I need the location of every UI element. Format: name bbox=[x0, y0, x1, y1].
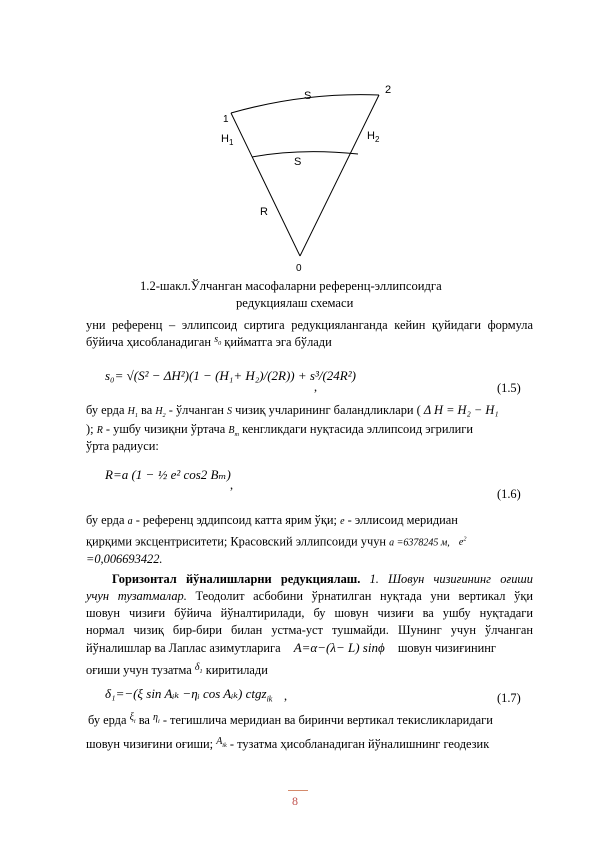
label-s-mid: S bbox=[294, 156, 302, 168]
paragraph-4-line3: шовун чизиғи бўйича йўналтирилади, бу шовун чизиғи ва ушбу нуқтадаги bbox=[86, 606, 533, 620]
footer-rule bbox=[288, 790, 308, 791]
paragraph-3-line3: =0,006693422. bbox=[86, 552, 163, 566]
label-point-2: 2 bbox=[385, 84, 392, 96]
figure-caption-line1: 1.2-шакл.Ўлчанган масофаларни референц-эллипсоидга bbox=[140, 279, 442, 293]
equation-1-5-number: (1.5) bbox=[497, 381, 521, 395]
label-o: 0 bbox=[296, 263, 302, 274]
label-h1: $H_1$ bbox=[221, 133, 234, 147]
paragraph-2-line2: ); R - ушбу чизиқни ўртача $B_m$ кенгликдаги нуқтасида эллипсоид эгрилиги bbox=[86, 422, 473, 438]
equation-1-6-comma: , bbox=[230, 478, 234, 492]
equation-1-6-number: (1.6) bbox=[497, 487, 521, 501]
paragraph-5-line2: шовун чизиғини оғиши; $^{A_{ik}}$ - тузатма ҳисобланадиган йўналишнинг геодезик bbox=[86, 736, 490, 751]
paragraph-3-line1: бу ерда a - референц эддипсоид катта ярим ўқи; e - эллисоид меридиан bbox=[86, 513, 458, 527]
equation-1-5-comma: , bbox=[314, 380, 318, 394]
paragraph-1-line1: уни референц – эллипсоид сиртига редукцияланганда кейин қуйидаги формула bbox=[86, 318, 533, 332]
reduction-scheme-diagram bbox=[205, 70, 405, 280]
paragraph-2-line1: бу ерда $H_1$ ва $H_2$ - ўлчанган S чизиқ учларининг баландликлари ( Δ H = H₂ − H₁ bbox=[86, 403, 499, 419]
paragraph-4-line5: йўналишлар ва Лаплас азимутларига A=α−(λ− L) sinϕ шовун чизиғининг bbox=[86, 640, 496, 655]
page-number: 8 bbox=[292, 794, 298, 808]
paragraph-4-line6: оғиши учун тузатма $^{\delta_1}$ киритилади bbox=[86, 662, 268, 677]
paragraph-1-line2: бўйича ҳисобланадиган $^{s_0}$ қийматга эга бўлади bbox=[86, 334, 332, 349]
ray-right bbox=[300, 95, 379, 256]
equation-1-7: δ₁=−(ξ sin Aᵢₖ −ηᵢ cos Aᵢₖ) ctgz$_{ik}$ bbox=[105, 686, 273, 704]
equation-1-7-number: (1.7) bbox=[497, 691, 521, 705]
label-point-1: 1 bbox=[223, 114, 229, 125]
label-h2: $H_2$ bbox=[367, 130, 380, 144]
arc-ellipsoid-s bbox=[252, 152, 358, 157]
equation-1-7-comma: , bbox=[284, 689, 288, 703]
ray-left bbox=[231, 113, 300, 256]
paragraph-4-line4: нормал чизиқ бир-бири билан устма-уст тушмайди. Шунинг учун ўлчанган bbox=[86, 623, 533, 637]
section-heading-line: Горизонтал йўналишларни редукциялаш. 1. Шовун чизиғининг оғиши bbox=[112, 572, 533, 586]
label-s-top: S bbox=[304, 90, 312, 102]
label-r: R bbox=[260, 206, 268, 218]
equation-1-6: R=a (1 − ½ e² cos2 Bₘ) bbox=[105, 467, 231, 482]
paragraph-2-line3: ўрта радиуси: bbox=[86, 439, 159, 453]
figure-caption-line2: редукциялаш схемаси bbox=[236, 296, 354, 310]
paragraph-4-line2: учун тузатмалар. Теодолит асбобини ўрнатилган нуқтада уни вертикал ўқи bbox=[86, 589, 533, 603]
equation-1-5: s₀= √(S² − ΔH²)(1 − (H₁+ H₂)/(2R)) + s³/(24R²) bbox=[105, 368, 356, 383]
paragraph-3-line2: қирқими эксцентриситети; Красовский эллипсоиди учун a =6378245 м, $e^2$ bbox=[86, 534, 467, 549]
paragraph-5-line1: бу ерда $^{\xi_i}$ ва $^{\eta_i}$ - тегишлича меридиан ва биринчи вертикал текисликларидаги bbox=[88, 712, 493, 727]
